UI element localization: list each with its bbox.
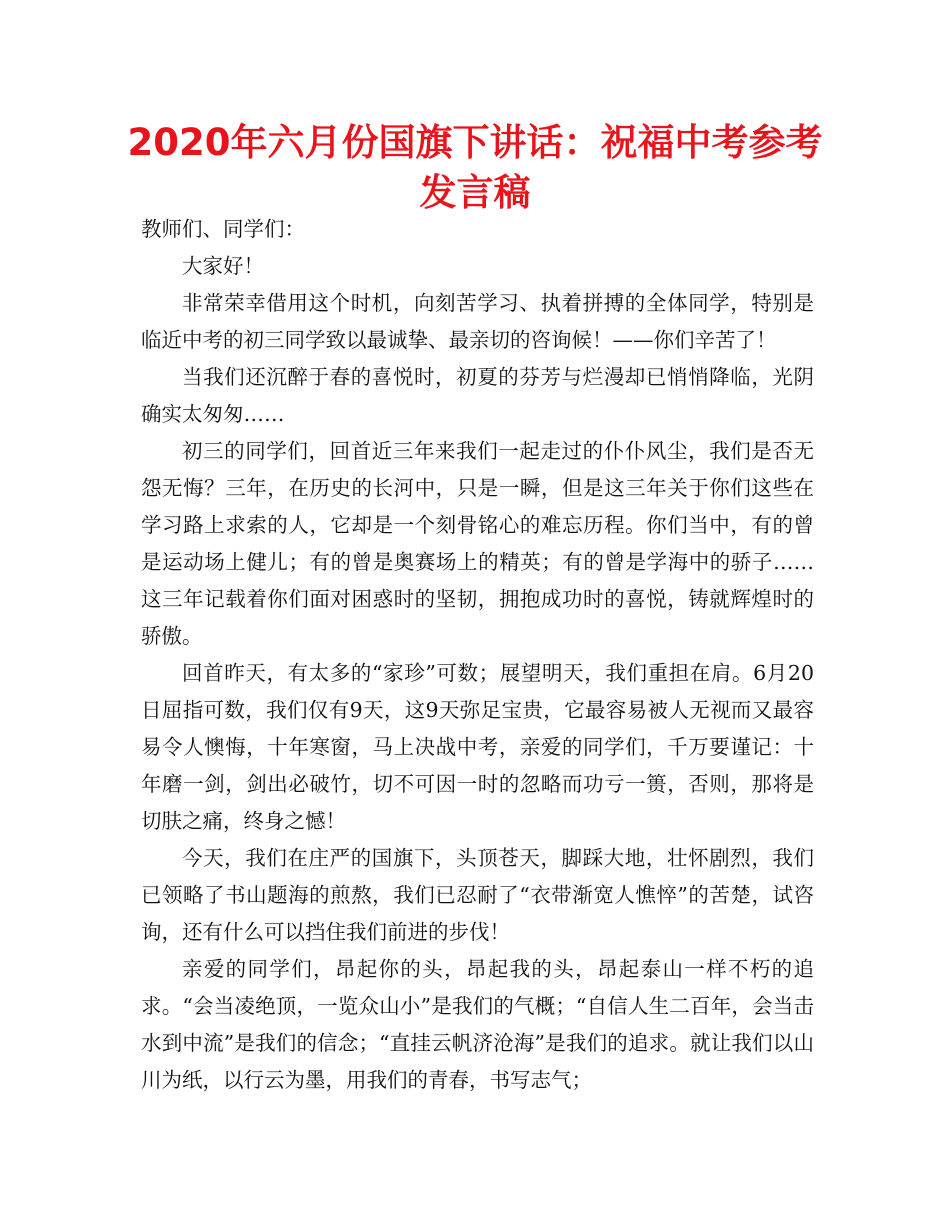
paragraph-6: 亲爱的同学们，昂起你的头，昂起我的头，昂起泰山一样不朽的追求。“会当凌绝顶，一览众山小”是我们的气概；“自信人生二百年，会当击水到中流”是我们的信念；“直挂云帆济沧海”是我们的追求。就让我们以山川为纸，以行云为墨，用我们的青春，书写志气； <box>141 957 814 1092</box>
paragraph-5: 今天，我们在庄严的国旗下，头顶苍天，脚踩大地，壮怀剧烈，我们已领略了书山题海的煎熬，我们已忍耐了“衣带渐宽人憔悴”的苦楚，试咨询，还有什么可以挡住我们前进的步伐！ <box>141 846 814 944</box>
paragraph-3: 初三的同学们，回首近三年来我们一起走过的仆仆风尘，我们是否无怨无悔？三年，在历史的长河中，只是一瞬，但是这三年关于你们这些在学习路上求索的人，它却是一个刻骨铭心的难忘历程。你们当中，有的曾是运动场上健儿；有的曾是奥赛场上的精英；有的曾是学海中的骄子……这三年记载着你们面对困惑时的坚韧，拥抱成功时的喜悦，铸就辉煌时的骄傲。 <box>141 439 814 648</box>
paragraph-4: 回首昨天，有太多的“家珍”可数；展望明天，我们重担在肩。6月20日屈指可数，我们仅有9天，这9天弥足宝贵，它最容易被人无视而又最容易令人懊悔，十年寒窗，马上决战中考，亲爱的同学们，千万要谨记：十年磨一剑，剑出必破竹，切不可因一时的忽略而功亏一篑，否则，那将是切肤之痛，终身之憾！ <box>141 661 814 833</box>
document-title: 2020年六月份国旗下讲话：祝福中考参考发言稿 <box>127 121 823 214</box>
paragraph-1: 非常荣幸借用这个时机，向刻苦学习、执着拼搏的全体同学，特别是临近中考的初三同学致以最诚挚、最亲切的咨询候！——你们辛苦了！ <box>141 291 814 352</box>
salutation: 教师们、同学们： <box>141 217 305 241</box>
document-body <box>141 211 814 1099</box>
paragraph-2: 当我们还沉醉于春的喜悦时，初夏的芬芳与烂漫却已悄悄降临，光阴确实太匆匆…… <box>141 365 814 426</box>
paragraph-greeting: 大家好！ <box>182 254 264 278</box>
